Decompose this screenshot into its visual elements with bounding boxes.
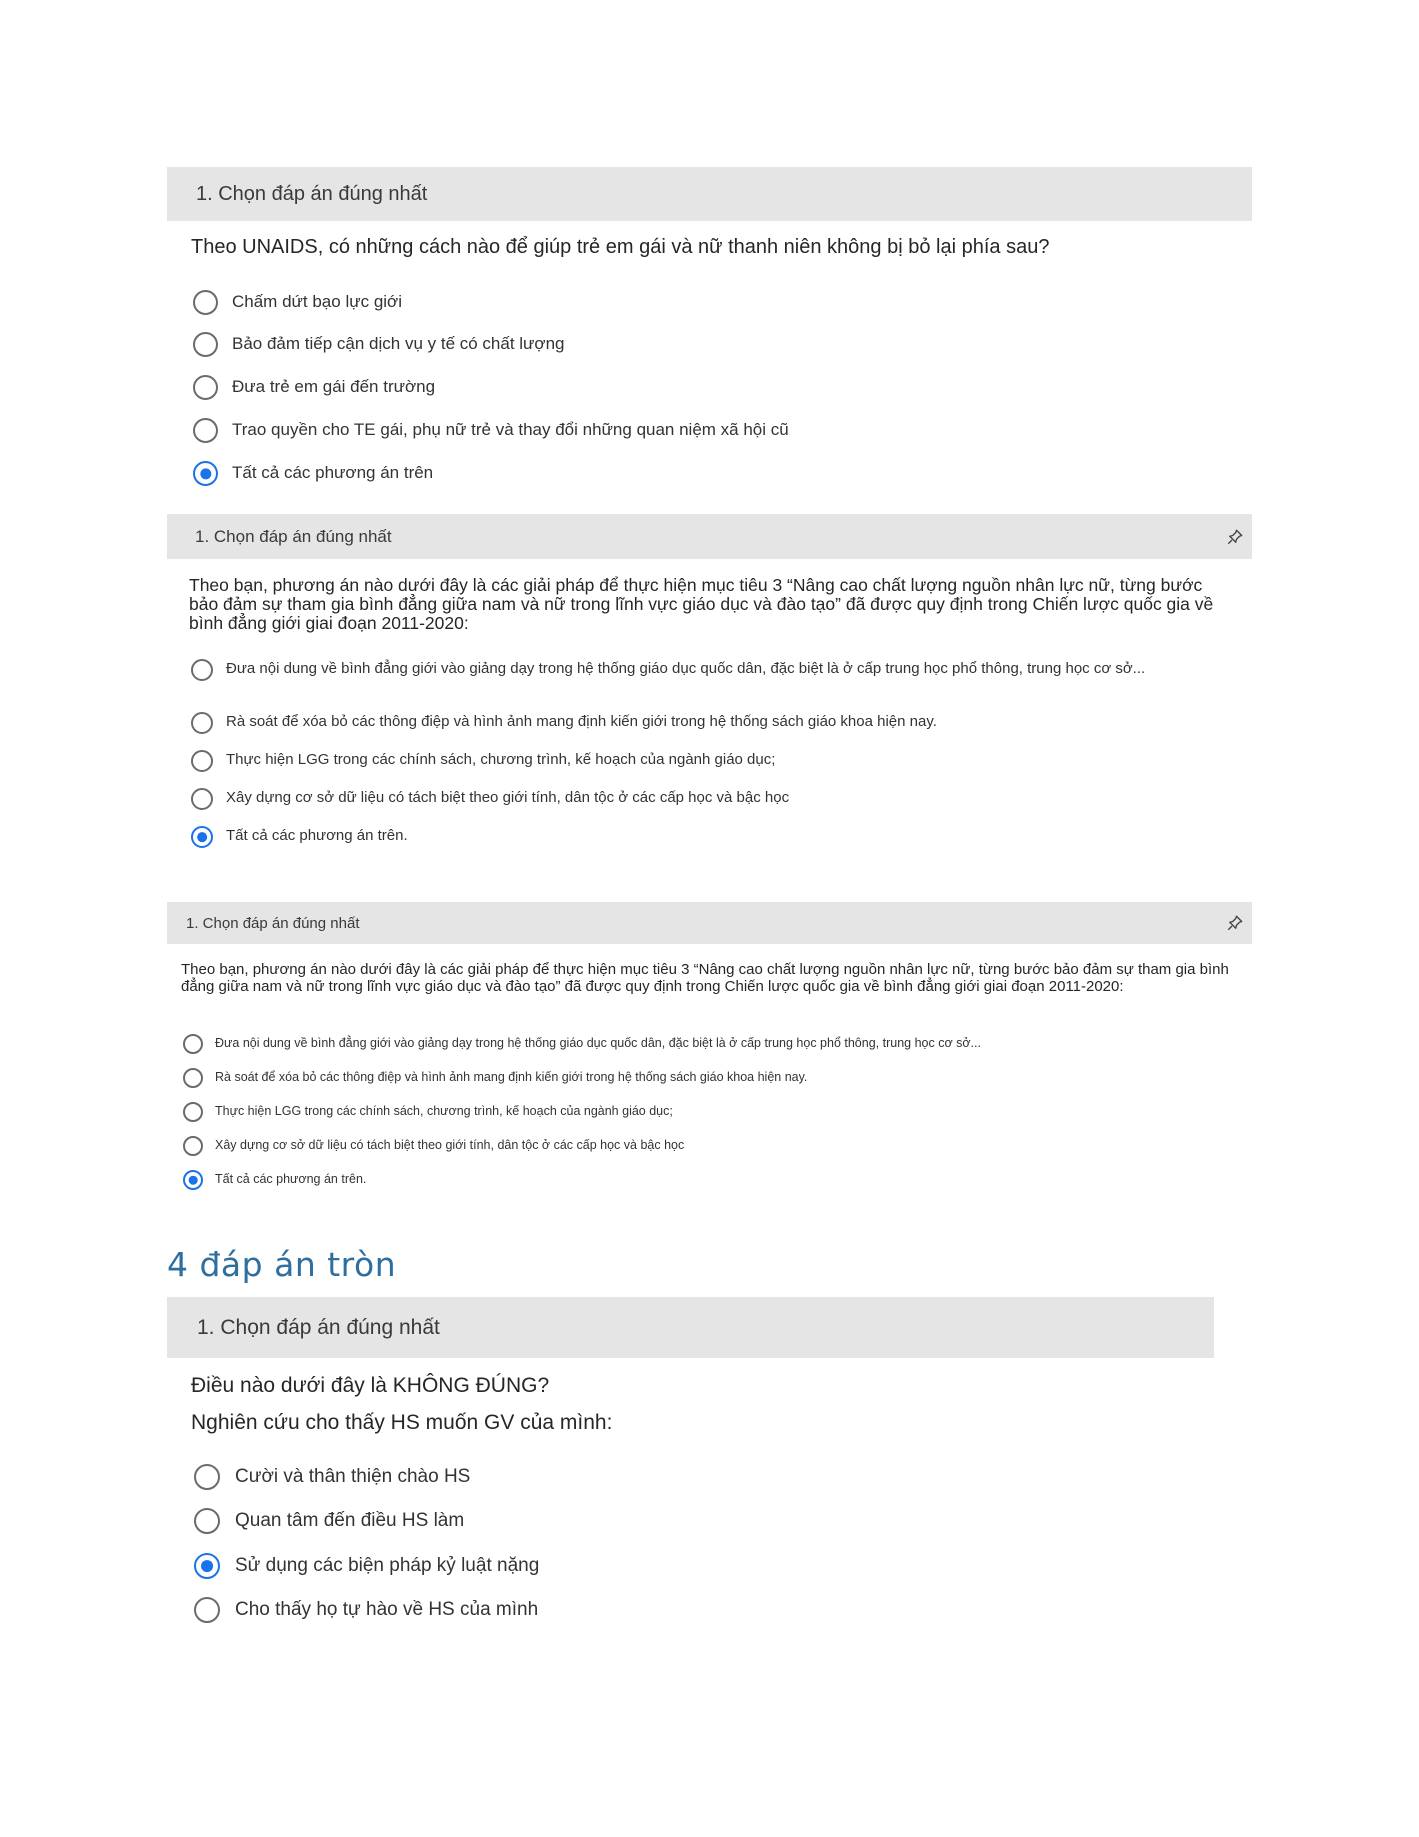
option-label: Đưa nội dung về bình đẳng giới vào giảng dạy trong hệ thống giáo dục quốc dân, đặc biệt là ở cấp trung học phổ thông, trung học cơ sở... (226, 660, 1146, 677)
question-1-option-3[interactable] (193, 375, 435, 400)
radio-icon[interactable] (193, 375, 218, 400)
question-2-option-4[interactable] (191, 788, 789, 810)
option-label: Xây dựng cơ sở dữ liệu có tách biệt theo giới tính, dân tộc ở các cấp học và bậc học (215, 1138, 685, 1152)
question-4-option-3[interactable] (194, 1553, 539, 1579)
radio-icon[interactable] (193, 332, 218, 357)
option-label: Bảo đảm tiếp cận dịch vụ y tế có chất lượng (232, 334, 565, 353)
option-label: Tất cả các phương án trên. (226, 827, 408, 844)
radio-icon[interactable] (183, 1068, 203, 1088)
option-label: Cười và thân thiện chào HS (235, 1466, 471, 1487)
question-3-header (167, 902, 1252, 944)
radio-icon[interactable] (194, 1597, 220, 1623)
question-3-option-1[interactable] (183, 1034, 981, 1054)
option-label: Cho thấy họ tự hào về HS của mình (235, 1599, 539, 1620)
question-1-option-4[interactable] (193, 418, 789, 443)
question-1-option-5[interactable] (193, 461, 433, 486)
option-label: Chấm dứt bạo lực giới (232, 292, 402, 311)
question-4-option-2[interactable] (194, 1508, 464, 1534)
question-3-header-label: 1. Chọn đáp án đúng nhất (186, 914, 360, 932)
question-4-header-label: 1. Chọn đáp án đúng nhất (197, 1315, 440, 1339)
radio-icon[interactable] (193, 461, 218, 486)
question-1-option-1[interactable] (193, 290, 402, 315)
question-4-option-1[interactable] (194, 1464, 470, 1490)
radio-icon[interactable] (194, 1464, 220, 1490)
question-2-header-label: 1. Chọn đáp án đúng nhất (195, 526, 392, 546)
question-4-text-line-2: Nghiên cứu cho thấy HS muốn GV của mình: (191, 1411, 613, 1434)
option-label: Quan tâm đến điều HS làm (235, 1510, 465, 1531)
option-label: Sử dụng các biện pháp kỷ luật nặng (235, 1555, 540, 1576)
question-2-option-3[interactable] (191, 750, 775, 772)
question-3-option-2[interactable] (183, 1068, 807, 1088)
radio-icon[interactable] (191, 750, 213, 772)
radio-icon[interactable] (193, 418, 218, 443)
radio-icon[interactable] (191, 788, 213, 810)
option-label: Đưa trẻ em gái đến trường (232, 377, 436, 396)
question-2-option-5[interactable] (191, 826, 408, 848)
radio-icon[interactable] (183, 1136, 203, 1156)
question-1-header-label: 1. Chọn đáp án đúng nhất (196, 182, 428, 205)
question-3-option-5[interactable] (183, 1170, 366, 1190)
radio-icon[interactable] (194, 1508, 220, 1534)
question-2-header (167, 514, 1252, 559)
option-label: Thực hiện LGG trong các chính sách, chương trình, kế hoạch của ngành giáo dục; (215, 1104, 673, 1118)
question-4-header (167, 1297, 1214, 1358)
question-1-option-2[interactable] (193, 332, 565, 357)
question-3-text: Theo bạn, phương án nào dưới đây là các giải pháp để thực hiện mục tiêu 3 “Nâng cao chất lượng nguồn nhân lực nữ, từng bước bảo đảm sự tham gia bình đẳng giữa nam và nữ trong lĩnh vực giáo dục và đào tạo” đã được quy định trong Chiến lược quốc gia về bình đẳng giới giai đoạn 2011-2020: (181, 961, 1229, 995)
question-3-option-4[interactable] (183, 1136, 684, 1156)
radio-icon[interactable] (183, 1170, 203, 1190)
section-title: 4 đáp án tròn (167, 1245, 397, 1284)
question-4-text-line-1: Điều nào dưới đây là KHÔNG ĐÚNG? (191, 1374, 550, 1397)
option-label: Đưa nội dung về bình đẳng giới vào giảng dạy trong hệ thống giáo dục quốc dân, đặc biệt là ở cấp trung học phổ thông, trung học cơ sở... (215, 1036, 981, 1050)
question-2-option-2[interactable] (191, 712, 937, 734)
question-1-text: Theo UNAIDS, có những cách nào để giúp trẻ em gái và nữ thanh niên không bị bỏ lại phía sau? (191, 236, 1050, 258)
radio-icon[interactable] (191, 826, 213, 848)
option-label: Tất cả các phương án trên (232, 463, 434, 482)
option-label: Xây dựng cơ sở dữ liệu có tách biệt theo giới tính, dân tộc ở các cấp học và bậc học (226, 789, 790, 806)
radio-icon[interactable] (191, 659, 213, 681)
question-3-option-3[interactable] (183, 1102, 673, 1122)
question-1-header (167, 167, 1252, 221)
radio-icon[interactable] (194, 1553, 220, 1579)
option-label: Tất cả các phương án trên. (215, 1172, 367, 1186)
pin-icon[interactable] (1226, 528, 1244, 546)
option-label: Rà soát để xóa bỏ các thông điệp và hình ảnh mang định kiến giới trong hệ thống sách giáo khoa hiện nay. (226, 713, 937, 730)
radio-icon[interactable] (183, 1034, 203, 1054)
radio-icon[interactable] (183, 1102, 203, 1122)
pin-icon[interactable] (1226, 914, 1244, 932)
radio-icon[interactable] (191, 712, 213, 734)
question-2-text: Theo bạn, phương án nào dưới đây là các giải pháp để thực hiện mục tiêu 3 “Nâng cao chất lượng nguồn nhân lực nữ, từng bước bảo đảm sự tham gia bình đẳng giữa nam và nữ trong lĩnh vực giáo dục và đào tạo” đã được quy định trong Chiến lược quốc gia về bình đẳng giới giai đoạn 2011-2020: (189, 575, 1214, 633)
option-label: Thực hiện LGG trong các chính sách, chương trình, kế hoạch của ngành giáo dục; (226, 751, 776, 768)
option-label: Trao quyền cho TE gái, phụ nữ trẻ và thay đổi những quan niệm xã hội cũ (232, 420, 789, 439)
radio-icon[interactable] (193, 290, 218, 315)
question-4-option-4[interactable] (194, 1597, 538, 1623)
question-2-option-1[interactable] (191, 659, 1211, 681)
option-label: Rà soát để xóa bỏ các thông điệp và hình ảnh mang định kiến giới trong hệ thống sách giáo khoa hiện nay. (215, 1070, 808, 1084)
